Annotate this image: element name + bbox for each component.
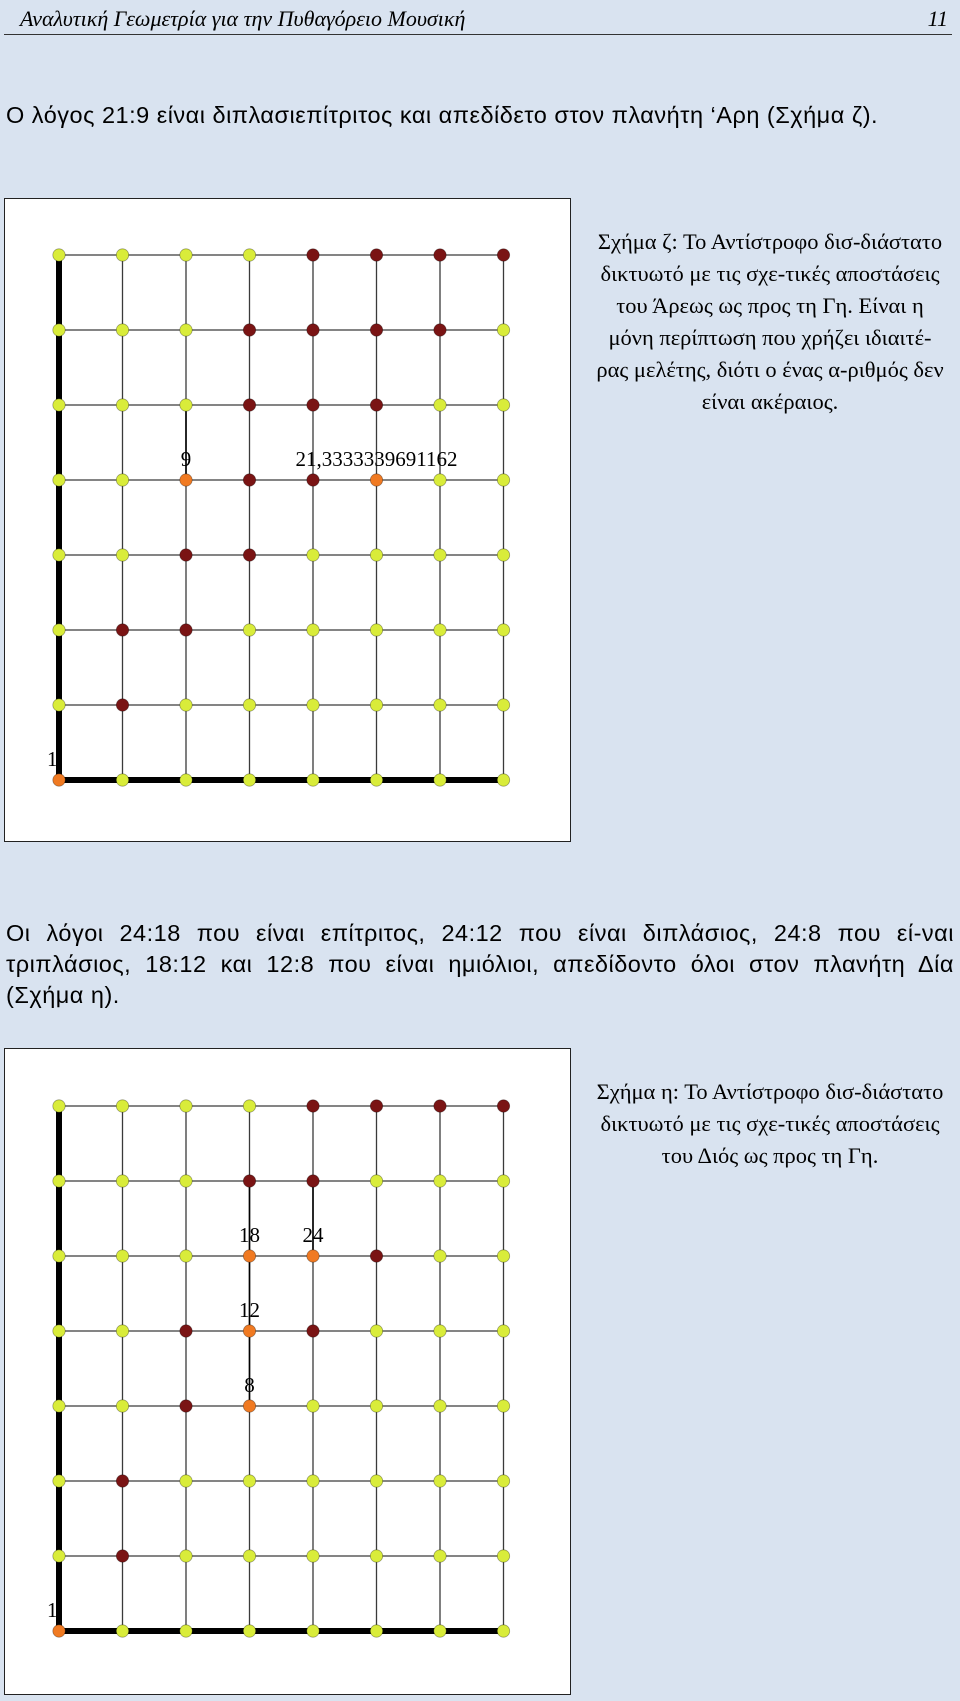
paragraph-jupiter-ratios <box>6 918 954 1011</box>
lattice-point <box>434 1400 446 1412</box>
highlighted-point <box>243 1325 255 1337</box>
lattice-point <box>497 399 509 411</box>
planet-point <box>180 1325 192 1337</box>
planet-point <box>116 1550 128 1562</box>
lattice-point <box>180 324 192 336</box>
lattice-point <box>497 1325 509 1337</box>
lattice-point <box>53 1175 65 1187</box>
lattice-point <box>116 249 128 261</box>
highlighted-point <box>243 1400 255 1412</box>
planet-point <box>434 1100 446 1112</box>
page-number: 11 <box>927 6 948 31</box>
lattice-point <box>53 699 65 711</box>
lattice-point <box>53 324 65 336</box>
planet-point <box>116 699 128 711</box>
figure-caption: Σχήμα ζ: Το Αντίστροφο δισ-διάστατο δικτυωτό με τις σχε-τικές αποστάσεις του Άρεως ως προς τη Γη. Είναι η μόνη περίπτωση που χρήζει ιδιαιτέ-ρας μελέτης, διότι ο ένας α-ριθμός δεν είναι ακέραιος. <box>596 229 944 414</box>
planet-point <box>116 1475 128 1487</box>
lattice-point <box>497 1550 509 1562</box>
lattice-diagram <box>5 199 570 841</box>
planet-point <box>307 249 319 261</box>
lattice-point <box>497 474 509 486</box>
lattice-point <box>434 1325 446 1337</box>
lattice-point <box>370 549 382 561</box>
lattice-point <box>307 1625 319 1637</box>
highlighted-point <box>307 1250 319 1262</box>
lattice-point <box>370 774 382 786</box>
planet-point <box>307 1325 319 1337</box>
lattice-point <box>307 624 319 636</box>
lattice-point <box>370 1400 382 1412</box>
lattice-point <box>180 1175 192 1187</box>
planet-point <box>497 249 509 261</box>
lattice-point <box>180 699 192 711</box>
lattice-point <box>497 699 509 711</box>
planet-point <box>370 249 382 261</box>
planet-point <box>370 399 382 411</box>
lattice-point <box>116 1400 128 1412</box>
planet-point <box>370 1250 382 1262</box>
highlighted-point <box>243 1250 255 1262</box>
lattice-point <box>434 774 446 786</box>
highlighted-point <box>370 474 382 486</box>
lattice-point <box>434 1175 446 1187</box>
lattice-point <box>497 1625 509 1637</box>
paragraph-text: Ο λόγος 21:9 είναι διπλασιεπίτριτος και απεδίδετο στον πλανήτη ‘Αρη (Σχήμα ζ). <box>6 102 879 128</box>
paragraph-text: Οι λόγοι 24:18 που είναι επίτριτος, 24:12 που είναι διπλάσιος, 24:8 που εί-ναι τριπλάσιος, 18:12 και 12:8 που είναι ημιόλιοι, απεδίδοντο όλοι στον πλανήτη Δία (Σχήμα η). <box>6 920 954 1008</box>
lattice-point <box>434 1625 446 1637</box>
lattice-point <box>243 1100 255 1112</box>
lattice-point <box>243 624 255 636</box>
lattice-diagram <box>5 1049 570 1694</box>
lattice-point <box>53 1250 65 1262</box>
lattice-point <box>116 399 128 411</box>
lattice-point <box>116 1325 128 1337</box>
planet-point <box>243 549 255 561</box>
lattice-point <box>180 249 192 261</box>
planet-point <box>370 1100 382 1112</box>
lattice-point <box>370 699 382 711</box>
planet-point <box>497 1100 509 1112</box>
planet-point <box>370 324 382 336</box>
lattice-point <box>53 474 65 486</box>
lattice-point <box>243 249 255 261</box>
lattice-point <box>180 774 192 786</box>
lattice-point <box>116 1175 128 1187</box>
planet-point <box>116 624 128 636</box>
lattice-point <box>497 1475 509 1487</box>
lattice-point <box>307 1400 319 1412</box>
lattice-point <box>53 624 65 636</box>
lattice-point <box>116 549 128 561</box>
planet-point <box>180 549 192 561</box>
planet-point <box>307 1175 319 1187</box>
planet-point <box>307 399 319 411</box>
lattice-point <box>243 1550 255 1562</box>
point-label: 1 <box>47 1598 58 1622</box>
lattice-point <box>370 624 382 636</box>
lattice-point <box>180 1550 192 1562</box>
lattice-point <box>53 549 65 561</box>
lattice-point <box>497 1400 509 1412</box>
lattice-point <box>116 774 128 786</box>
lattice-point <box>497 549 509 561</box>
planet-point <box>307 1100 319 1112</box>
lattice-point <box>53 1550 65 1562</box>
lattice-point <box>53 1475 65 1487</box>
lattice-point <box>180 1250 192 1262</box>
lattice-point <box>180 1625 192 1637</box>
lattice-point <box>497 324 509 336</box>
lattice-point <box>370 1550 382 1562</box>
planet-point <box>307 474 319 486</box>
point-label: 18 <box>239 1223 260 1247</box>
lattice-point <box>370 1325 382 1337</box>
planet-point <box>243 324 255 336</box>
lattice-point <box>307 699 319 711</box>
lattice-point <box>243 1625 255 1637</box>
planet-point <box>307 324 319 336</box>
point-label: 9 <box>180 447 192 471</box>
planet-point <box>243 474 255 486</box>
lattice-point <box>434 699 446 711</box>
point-label: 21,3333339691162 <box>295 447 458 471</box>
lattice-point <box>307 1475 319 1487</box>
planet-point <box>434 324 446 336</box>
lattice-point <box>434 549 446 561</box>
point-label: 24 <box>302 1223 324 1247</box>
figure-mars-lattice <box>4 198 571 842</box>
lattice-point <box>53 1100 65 1112</box>
lattice-point <box>243 1475 255 1487</box>
highlighted-point <box>53 774 65 786</box>
lattice-point <box>370 1475 382 1487</box>
lattice-point <box>434 399 446 411</box>
planet-point <box>243 399 255 411</box>
lattice-point <box>434 474 446 486</box>
lattice-point <box>497 774 509 786</box>
paragraph-mars-ratio <box>6 100 954 131</box>
lattice-point <box>116 1250 128 1262</box>
running-title: Αναλυτική Γεωμετρία για την Πυθαγόρειο Μουσική <box>20 6 466 31</box>
figure-caption: Σχήμα η: Το Αντίστροφο δισ-διάστατο δικτυωτό με τις σχε-τικές αποστάσεις του Διός ως προς τη Γη. <box>596 1079 944 1168</box>
lattice-point <box>180 1475 192 1487</box>
planet-point <box>434 249 446 261</box>
lattice-point <box>307 774 319 786</box>
point-label: 1 <box>47 747 58 771</box>
lattice-point <box>180 1100 192 1112</box>
lattice-point <box>116 324 128 336</box>
planet-point <box>180 624 192 636</box>
page-header <box>4 4 952 35</box>
lattice-point <box>307 549 319 561</box>
lattice-point <box>116 1100 128 1112</box>
lattice-point <box>243 774 255 786</box>
point-label: 12 <box>239 1298 260 1322</box>
lattice-point <box>53 1400 65 1412</box>
highlighted-point <box>53 1625 65 1637</box>
lattice-point <box>180 399 192 411</box>
lattice-point <box>370 1175 382 1187</box>
point-label: 8 <box>244 1373 255 1397</box>
lattice-point <box>434 624 446 636</box>
lattice-point <box>53 1325 65 1337</box>
lattice-point <box>370 1625 382 1637</box>
lattice-point <box>243 699 255 711</box>
lattice-point <box>307 1550 319 1562</box>
planet-point <box>180 1400 192 1412</box>
lattice-point <box>53 399 65 411</box>
lattice-point <box>116 1625 128 1637</box>
lattice-point <box>53 249 65 261</box>
lattice-point <box>434 1250 446 1262</box>
lattice-point <box>497 624 509 636</box>
lattice-point <box>497 1250 509 1262</box>
planet-point <box>243 1175 255 1187</box>
lattice-point <box>116 474 128 486</box>
highlighted-point <box>180 474 192 486</box>
lattice-point <box>497 1175 509 1187</box>
lattice-point <box>434 1475 446 1487</box>
figure-jupiter-lattice <box>4 1048 571 1695</box>
lattice-point <box>434 1550 446 1562</box>
